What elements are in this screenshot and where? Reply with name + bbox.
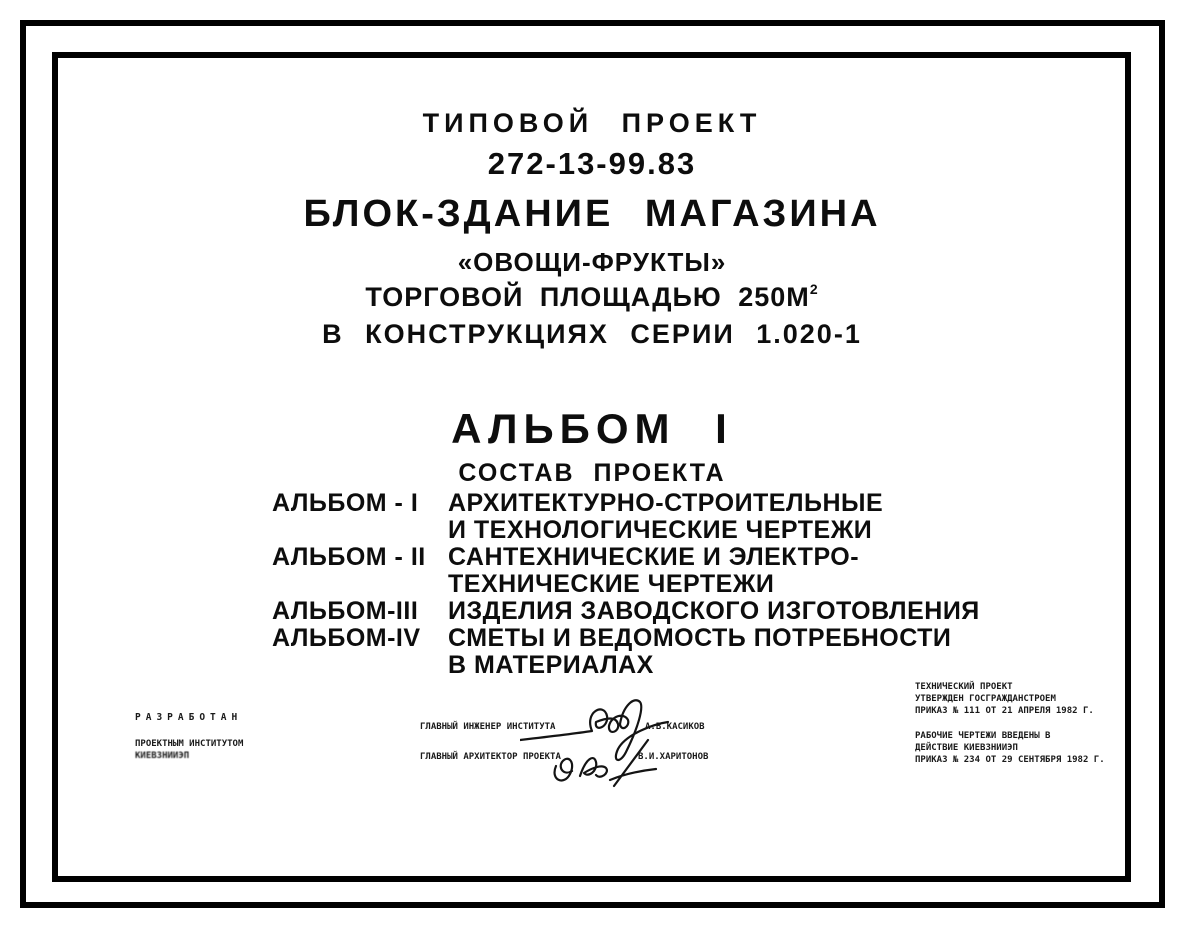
store-name: «ОВОЩИ-ФРУКТЫ» [457, 247, 727, 277]
album-4-text-line-1: СМЕТЫ И ВЕДОМОСТЬ ПОТРЕБНОСТИ [448, 624, 952, 652]
album-3-label: АЛЬБОМ-III [272, 597, 419, 625]
signatures-block [420, 712, 740, 782]
album-1-text-line-1: АРХИТЕКТУРНО-СТРОИТЕЛЬНЫЕ [448, 489, 884, 517]
album-2-text-line-2: ТЕХНИЧЕСКИЕ ЧЕРТЕЖИ [448, 570, 775, 598]
album-4-text-line-2: В МАТЕРИАЛАХ [448, 651, 654, 679]
trade-area-line [0, 281, 1184, 313]
album-contents-list [272, 490, 980, 679]
trade-area-text: ТОРГОВОЙ ПЛОЩАДЬЮ 250М [365, 282, 810, 312]
approval-1-line-1: ТЕХНИЧЕСКИЙ ПРОЕКТ [915, 682, 1013, 692]
building-title: БЛОК-ЗДАНИЕ МАГАЗИНА [303, 193, 881, 235]
square-meter-superscript: 2 [809, 281, 819, 297]
album-1-text-line-2: И ТЕХНОЛОГИЧЕСКИЕ ЧЕРТЕЖИ [448, 516, 873, 544]
developer-institute-line-2: КИЕВЗНИИЭП [135, 751, 190, 761]
developed-by-heading: РАЗРАБОТАН [135, 712, 243, 723]
album-2-label-cont [272, 571, 448, 598]
approval-2-line-1: РАБОЧИЕ ЧЕРТЕЖИ ВВЕДЕНЫ В [915, 731, 1051, 741]
engineer-signature-stroke [520, 700, 668, 760]
project-type-heading: ТИПОВОЙ ПРОЕКТ [422, 108, 762, 138]
handwritten-signatures [520, 694, 690, 794]
album-title: АЛЬБОМ I [451, 405, 733, 452]
approval-2-line-2: ДЕЙСТВИЕ КИЕВЗНИИЭП [915, 743, 1018, 753]
chief-engineer-role-label: ГЛАВНЫЙ ИНЖЕНЕР ИНСТИТУТА [420, 722, 556, 732]
chief-architect-role-label: ГЛАВНЫЙ АРХИТЕКТОР ПРОЕКТА [420, 752, 561, 762]
album-1-label: АЛЬБОМ - I [272, 489, 419, 517]
album-1-label-cont [272, 517, 448, 544]
architect-signature-stroke [555, 740, 656, 786]
chief-engineer-name: А.В.КАСИКОВ [645, 722, 705, 732]
album-2-text-line-1: САНТЕХНИЧЕСКИЕ И ЭЛЕКТРО- [448, 543, 860, 571]
album-3-text-line-1: ИЗДЕЛИЯ ЗАВОДСКОГО ИЗГОТОВЛЕНИЯ [448, 597, 980, 625]
technical-project-approval [915, 681, 1105, 717]
developer-institute-line-1: ПРОЕКТНЫМ ИНСТИТУТОМ [135, 739, 244, 749]
approval-1-line-2: УТВЕРЖДЕН ГОСГРАЖДАНСТРОЕМ [915, 694, 1056, 704]
album-4-label: АЛЬБОМ-IV [272, 624, 421, 652]
project-composition-heading: СОСТАВ ПРОЕКТА [458, 459, 726, 487]
album-4-label-cont [272, 652, 448, 679]
developed-by-block [135, 712, 243, 762]
approval-1-line-3: ПРИКАЗ № 111 ОТ 21 АПРЕЛЯ 1982 Г. [915, 706, 1094, 716]
working-drawings-approval [915, 730, 1105, 766]
construction-series-line: В КОНСТРУКЦИЯХ СЕРИИ 1.020-1 [322, 319, 862, 349]
chief-architect-name: В.И.ХАРИТОНОВ [638, 752, 709, 762]
approval-2-line-3: ПРИКАЗ № 234 ОТ 29 СЕНТЯБРЯ 1982 Г. [915, 755, 1105, 765]
approvals-block [915, 681, 1105, 766]
project-number: 272-13-99.83 [487, 146, 697, 181]
album-2-label: АЛЬБОМ - II [272, 543, 426, 571]
